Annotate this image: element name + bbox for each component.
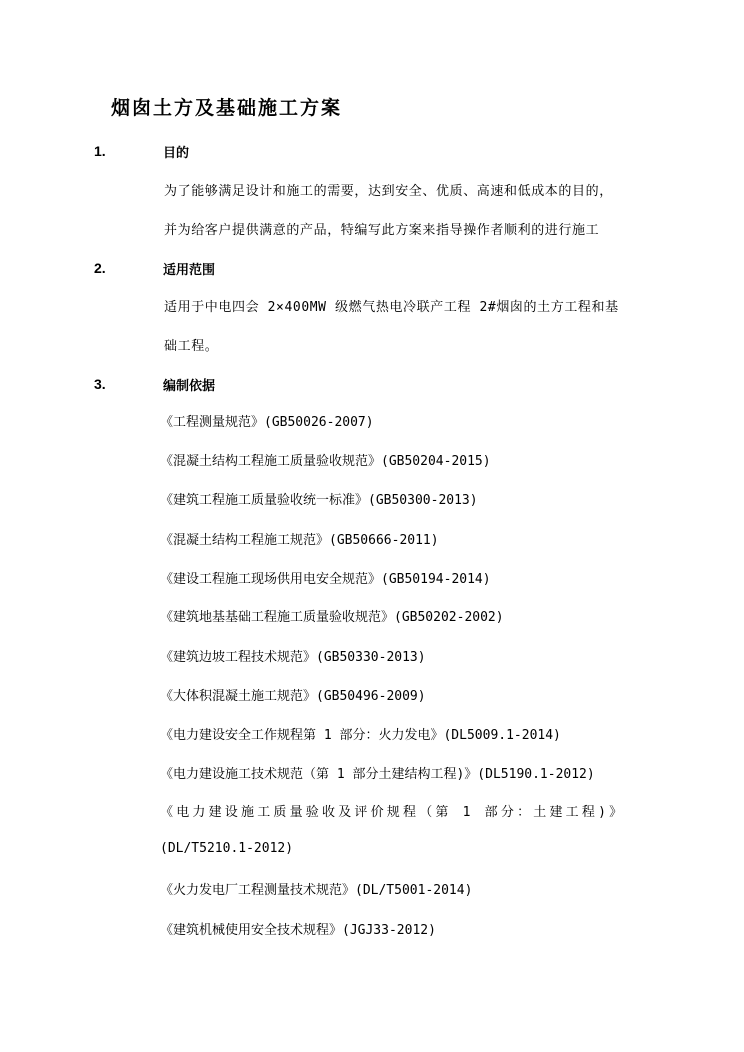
reference-item: 《工程测量规范》(GB50026-2007) xyxy=(160,415,374,430)
section-2-title: 适用范围 xyxy=(163,263,216,278)
section-1-title: 目的 xyxy=(163,146,190,161)
document-title: 烟囱土方及基础施工方案 xyxy=(111,97,343,119)
reference-item-continuation: (DL/T5210.1-2012) xyxy=(160,841,294,856)
reference-item: 《电力建设施工技术规范（第 1 部分土建结构工程)》(DL5190.1-2012) xyxy=(160,767,595,782)
reference-item: 《大体积混凝土施工规范》(GB50496-2009) xyxy=(160,689,426,704)
section-1-number: 1. xyxy=(94,143,106,159)
reference-item: 《火力发电厂工程测量技术规范》(DL/T5001-2014) xyxy=(160,883,473,898)
section-1-line-1: 为了能够满足设计和施工的需要，达到安全、优质、高速和低成本的目的， xyxy=(164,184,613,199)
section-1-line-2: 并为给客户提供满意的产品，特编写此方案来指导操作者顺利的进行施工 xyxy=(164,223,600,238)
section-2-line-2: 础工程。 xyxy=(164,339,219,354)
reference-item: 《电力建设安全工作规程第 1 部分：火力发电》(DL5009.1-2014) xyxy=(160,728,561,743)
reference-item: 《建设工程施工现场供用电安全规范》(GB50194-2014) xyxy=(160,572,491,587)
section-2-number: 2. xyxy=(94,260,106,276)
reference-item: 《建筑工程施工质量验收统一标准》(GB50300-2013) xyxy=(160,493,478,508)
reference-item: 《电力建设施工质量验收及评价规程（第 1 部分：土建工程)》 xyxy=(160,805,626,820)
reference-item: 《建筑地基基础工程施工质量验收规范》(GB50202-2002) xyxy=(160,610,504,625)
section-3-number: 3. xyxy=(94,376,106,392)
section-2-line-1: 适用于中电四会 2×400MW 级燃气热电冷联产工程 2#烟囱的土方工程和基 xyxy=(164,300,619,315)
reference-item: 《建筑边坡工程技术规范》(GB50330-2013) xyxy=(160,650,426,665)
reference-item: 《混凝土结构工程施工质量验收规范》(GB50204-2015) xyxy=(160,454,491,469)
reference-item: 《建筑机械使用安全技术规程》(JGJ33-2012) xyxy=(160,923,436,938)
reference-item: 《混凝土结构工程施工规范》(GB50666-2011) xyxy=(160,533,439,548)
section-3-title: 编制依据 xyxy=(163,379,216,394)
